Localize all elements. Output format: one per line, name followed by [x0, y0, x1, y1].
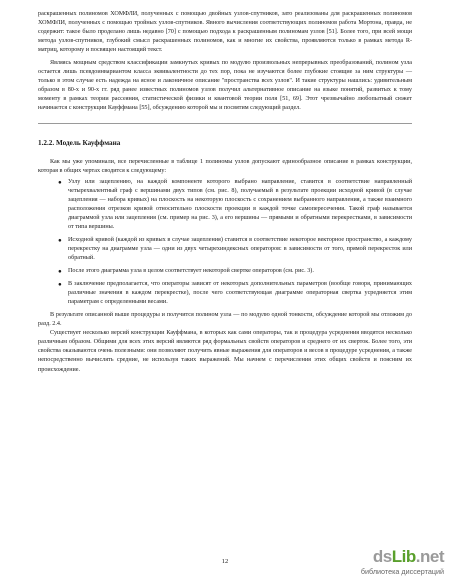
bullet-icon: ● [58, 281, 62, 289]
document-page [38, 10, 412, 375]
section-divider [38, 123, 412, 124]
bullet-icon: ● [58, 236, 62, 244]
list-item-text: Узлу или зацеплению, на каждой компоненте которого выбрано направление, ставится в соответствие направленный четырехвалентный граф с вершинами двух типов (см. рис. 8), получаемый в результате проекции исходной кривой (в случае зацепления — набора кривых) на плоскость на некоторую плоскость с сохранением выбранного направления, а также взаимного расположения отрезков кривой относительно плоскости проекции в каждой точке самопересечения. Такой граф называется диаграммой узла или зацепления (см. пример на рис. 3), а его вершины — прямыми и обратными перекрестками, в зависимости от типа вершины. [68, 178, 412, 230]
watermark [332, 547, 444, 577]
bullet-icon: ● [58, 268, 62, 276]
intro-paragraph-2: Являясь мощным средством классификации замкнутых кривых по модулю произвольных непрерывных преобразований, полином узла остается лишь псевдоинвариантом класса эквивалентности до тех пор, пока не изучаются более глубокие стоящие за ним структуры — только в этом случае есть надежда на ясное и лаконичное описание "пространства всех узлов". И такие структуры нашлись: удивительным образом в 80-х и 90-х гг. ряд ранее известных полиномов узлов получил альтернативное описание на языке понятий, развитых к тому моменту в рамках теории рассеяния, статистической физики и квантовой теории поля [51, 69]. Этот чрезвычайно любопытный сюжет начинается с конструкции Кауффмана [55], обсуждению которой мы и посвятим следующий раздел. [38, 60, 412, 112]
watermark-logo-net: .net [415, 547, 444, 566]
bullet-icon: ● [58, 178, 62, 186]
watermark-subtitle: библиотека диссертаций [360, 567, 444, 576]
watermark-logo [373, 547, 444, 567]
section-title: 1.2.2. Модель Кауффмана [38, 138, 121, 147]
body-paragraph-after-list-1: В результате описанной выше процедуры и получится полином узла — по модулю одной тонкости, обсуждение которой мы отложим до разд. 2.4. [38, 312, 412, 328]
list-item [38, 178, 412, 232]
body-paragraph-after-list-2: Существует несколько версий конструкции Кауффмана, в которых как сами операторы, так и процедура усреднения вводятся несколько различным образом. Общими для всех этих версий являются ряд формальных свойств операторов и среднего от их сверток. Более того, эти свойства оказываются очень полезными: они позволяют получить явные выражения для операторов и весов в процедуре усреднения, а также непосредственно вычислять средние, не используя таких выражений. Мы начнем с перечисления этих общих свойств и поясним их происхождение. [38, 330, 412, 373]
list-item-text: В заключение предполагается, что операторы зависят от некоторых дополнительных параметров (вообще говоря, принимающих различные значения в каждом перекрестке), после чего соответствующая диаграмме операторная свертка усредняется этим параметрам с определенными весами. [68, 281, 412, 306]
intro-paragraph-1: раскрашенных полиномов ХОМФЛИ, полученных с помощью двойных узлов-спутников, зато реализованы для раскрашенных полиномов ХОМФЛИ, полученных с помощью тройных узлов-спутников. Явного вычисления соответствующих полиномов работа Мортона, правда, не содержит: такое было проделано лишь недавно [70] с помощью подхода к раскрашенным полиномам узлов [51]. Более того, при всей мощи метода узлов-спутников, глубокий смысл раскрашенных полиномов, как и многие их свойства, проявляются только в рамках метода R-матриц, которому и посвящен настоящий текст. [38, 11, 412, 54]
section-lead-paragraph: Как мы уже упоминали, все перечисленные в таблице 1 полиномы узлов допускают единообразное описание в рамках конструкции, которая в общих чертах сводится к следующему: [38, 158, 412, 174]
watermark-logo-ds: ds [372, 547, 392, 566]
list-item-text: После этого диаграмма узла в целом соответствует некоторой свертке операторов (см. рис. 3). [68, 268, 314, 275]
list-item [38, 280, 412, 307]
list-item [38, 236, 412, 263]
list-item [38, 267, 412, 276]
list-item-text: Исходной кривой (каждой из кривых в случае зацепления) ставится в соответствие некоторое векторное пространство, а каждому перекрестку на диаграмме узла — одни из двух четырехиндексных операторов: в зависимости от того, прямой перекресток или обратный. [68, 236, 412, 261]
watermark-logo-lib: Lib [391, 547, 416, 566]
page-number: 12 [221, 558, 229, 565]
bullet-list [38, 178, 412, 308]
